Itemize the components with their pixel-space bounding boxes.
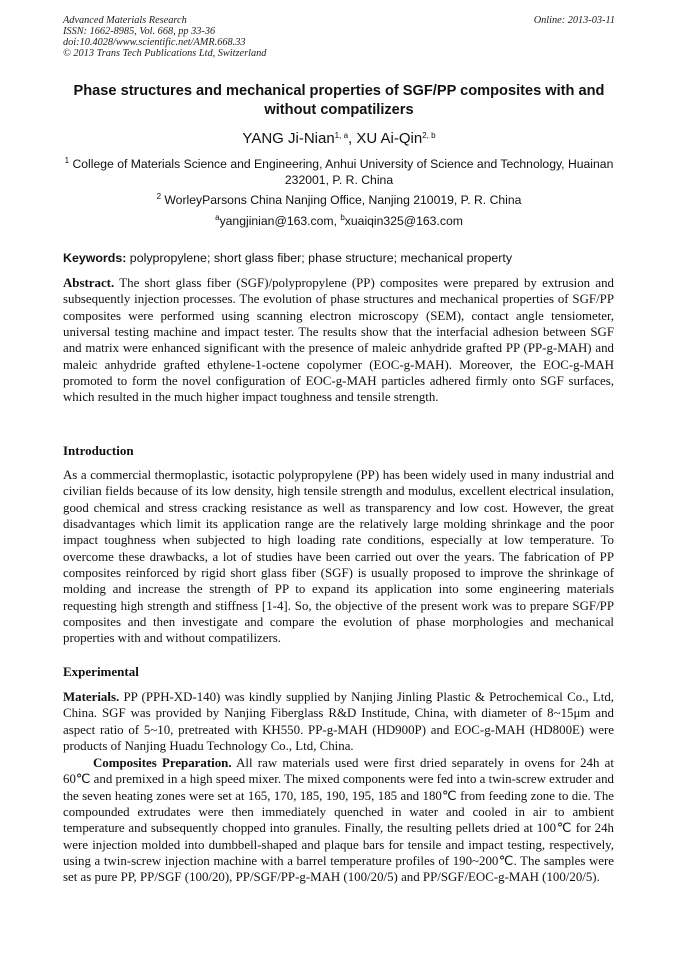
abstract-text: The short glass fiber (SGF)/polypropylene (PP) composites were prepared by extrusion and subsequently injection processes. The evolution of phase structures and mechanical properties of SGF/PP composites were performed using scanning electron microscopy (SEM), contact angle tensiometer, universal testing machine and impact tester. The results show that the interfacial adhesion between SGF and matrix were enhanced significant with the presence of maleic anhydride grafted PP (PP-g-MAH) and maleic anhydride grafted ethylene-1-octene copolymer (EOC-g-MAH). Moreover, the EOC-g-MAH promoted to form the novel configuration of EOC-g-MAH particles adhered firmly onto SGF surfaces, which resulted in the much higher impact toughness and tensile strength. [63,276,614,405]
online-date: Online: 2013-03-11 [533,15,615,26]
introduction-heading: Introduction [63,443,134,458]
abstract-label: Abstract. [63,276,115,290]
affiliation-2-text: WorleyParsons China Nanjing Office, Nanjing 210019, P. R. China [161,193,522,207]
journal-name: Advanced Materials Research [63,15,187,26]
experimental-heading: Experimental [63,664,139,679]
affiliation-1 [60,156,618,188]
author-2-superscript: 2, b [422,131,436,140]
materials-paragraph [63,689,614,754]
author-emails [60,213,618,229]
doi-line: doi:10.4028/www.scientific.net/AMR.668.33 [63,37,246,48]
author-line [55,130,623,148]
email-b-mark: b [340,213,345,222]
preparation-text: All raw materials used were first dried separately in ovens for 24h at 60℃ and premixed in a high speed mixer. The mixed components were fed into a twin-screw extruder and the seven heating zones were set at 165, 170, 185, 190, 195, 185 and 180℃ from feeding zone to die. The compounded extrudates were then immediately quenched in water and cooled in air to ambient temperature and subsequently chopped into granules. Finally, the resulting pellets dried at 100℃ for 24h were injection molded into dumbbell-shaped and plaque bars for tensile and impact testing, respectively, using a twin-screw injection machine with a barrel temperature profiles of 190~200℃. The samples were set as pure PP, PP/SGF (100/20), PP/SGF/PP-g-MAH (100/20/5) and PP/SGF/EOC-g-MAH (100/20/5). [63,756,614,885]
keywords-text: polypropylene; short glass fiber; phase structure; mechanical property [126,251,513,265]
materials-text: PP (PPH-XD-140) was kindly supplied by Nanjing Jinling Plastic & Petrochemical Co., Ltd, China. SGF was provided by Nanjing Fiberglass R&D Institude, China, with diameter of 8~15μm and aspect ratio of 5~10, pretreated with KH550. PP-g-MAH (HD900P) and EOC-g-MAH (HD800E) were products of Nanjing Huadu Technology Co., Ltd, China. [63,690,614,754]
author-separator: , [348,130,357,147]
affiliation-1-text: College of Materials Science and Engineering, Anhui University of Science and Technology, Huainan 232001, P. R. China [69,157,614,187]
journal-header [63,15,615,59]
keywords-label: Keywords: [63,251,127,265]
affiliation-2 [60,192,618,208]
author-1-name: YANG Ji-Nian [242,130,335,147]
affiliation-1-mark: 1 [64,156,70,165]
abstract [63,275,614,406]
copyright-line: © 2013 Trans Tech Publications Ltd, Switzerland [63,48,267,59]
preparation-label: Composites Preparation. [93,756,232,770]
author-2-name: XU Ai-Qin [356,130,423,147]
materials-label: Materials. [63,690,120,704]
email-a-mark: a [215,213,220,222]
paper-title: Phase structures and mechanical properties of SGF/PP composites with and without compatilizers [73,83,605,118]
keywords [63,250,623,266]
issn-line: ISSN: 1662-8985, Vol. 668, pp 33-36 [63,26,216,37]
preparation-paragraph [63,755,614,886]
introduction-paragraph: As a commercial thermoplastic, isotactic polypropylene (PP) has been widely used in many industrial and civilian fields because of its low density, high tensile strength and modulus, excellent electrical insulation, good chemical and stress cracking resistance as well as transparency and low cost. However, the great disadvantages which limit its application range are the relatively large molding shrinkage and the poor impact toughness when subjected to high loading rate conditions, especially at low temperature. To overcome these drawbacks, a lot of studies have been carried out over the years. The fabrication of PP composites reinforced by rigid short glass fiber (SGF) is usually proposed to improve the shrinkage of molding and increase the strength of PP to expand its application into some engineering materials requesting high strength and stiffness [1-4]. So, the objective of the present work was to prepare SGF/PP composites and then investigate and compare the evolution of phase morphologies and mechanical properties with and without compatilizers. [63,468,614,646]
author-1-superscript: 1, a [334,131,349,140]
email-a: yangjinian@163.com, [219,214,341,228]
affiliation-2-mark: 2 [156,192,162,201]
email-b: xuaiqin325@163.com [344,214,463,228]
